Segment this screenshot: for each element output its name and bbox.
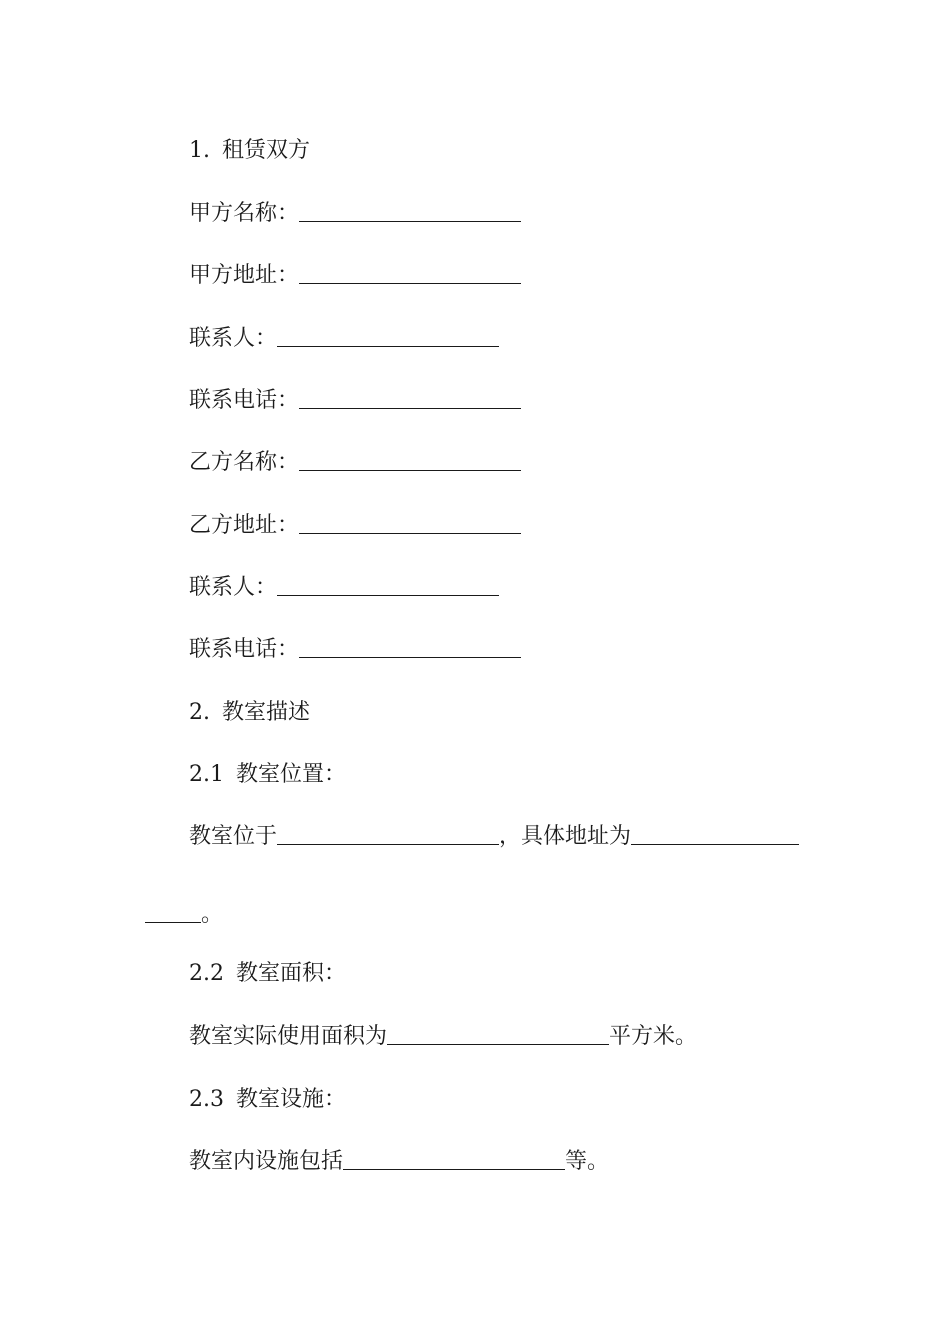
party-a-phone-blank[interactable]	[299, 388, 521, 409]
section-2-3-heading	[189, 1084, 346, 1116]
area-text-before: 教室实际使用面积为	[189, 1024, 388, 1049]
party-a-phone-label: 联系电话：	[189, 388, 300, 413]
location-blank[interactable]	[277, 824, 499, 845]
subsection-number: 2.3	[189, 1087, 224, 1112]
facilities-row	[189, 1146, 609, 1178]
facilities-blank[interactable]	[343, 1149, 565, 1170]
party-b-name-blank[interactable]	[299, 450, 521, 471]
area-row	[189, 1021, 697, 1053]
subsection-title: 教室设施：	[236, 1087, 347, 1112]
party-a-address-label: 甲方地址：	[189, 263, 300, 288]
section-title: 教室描述	[222, 700, 311, 725]
section-1-heading	[189, 135, 310, 167]
location-row	[189, 821, 799, 853]
section-2-1-heading	[189, 759, 346, 791]
party-b-contact-row	[189, 572, 499, 604]
party-b-phone-row	[189, 634, 521, 666]
party-b-address-row	[189, 510, 521, 542]
party-a-contact-label: 联系人：	[189, 326, 278, 351]
party-b-address-blank[interactable]	[299, 513, 521, 534]
party-a-contact-row	[189, 323, 499, 355]
location-text-end: 。	[201, 902, 224, 927]
section-title: 租赁双方	[222, 138, 311, 163]
party-b-address-label: 乙方地址：	[189, 513, 300, 538]
facilities-text-before: 教室内设施包括	[189, 1149, 344, 1174]
party-b-phone-blank[interactable]	[299, 637, 521, 658]
party-b-contact-label: 联系人：	[189, 575, 278, 600]
party-b-name-row	[189, 447, 521, 479]
party-a-name-row	[189, 198, 521, 230]
party-a-address-row	[189, 260, 521, 292]
subsection-title: 教室位置：	[236, 762, 347, 787]
subsection-number: 2.1	[189, 762, 224, 787]
area-blank[interactable]	[387, 1024, 609, 1045]
party-b-name-label: 乙方名称：	[189, 450, 300, 475]
subsection-number: 2.2	[189, 961, 224, 986]
location-text-middle: ，具体地址为	[499, 824, 632, 849]
section-2-heading	[189, 697, 310, 729]
party-a-name-label: 甲方名称：	[189, 201, 300, 226]
address-blank[interactable]	[631, 824, 799, 845]
party-a-contact-blank[interactable]	[277, 326, 499, 347]
subsection-title: 教室面积：	[236, 961, 347, 986]
section-number: 1.	[189, 138, 210, 163]
party-b-phone-label: 联系电话：	[189, 637, 300, 662]
section-2-2-heading	[189, 958, 346, 990]
party-a-phone-row	[189, 385, 521, 417]
area-text-after: 平方米。	[609, 1024, 698, 1049]
location-row-continued	[145, 899, 223, 931]
party-b-contact-blank[interactable]	[277, 575, 499, 596]
section-number: 2.	[189, 700, 210, 725]
party-a-name-blank[interactable]	[299, 201, 521, 222]
location-text-before: 教室位于	[189, 824, 278, 849]
party-a-address-blank[interactable]	[299, 263, 521, 284]
facilities-text-after: 等。	[565, 1149, 610, 1174]
address-blank-continued[interactable]	[145, 902, 201, 923]
